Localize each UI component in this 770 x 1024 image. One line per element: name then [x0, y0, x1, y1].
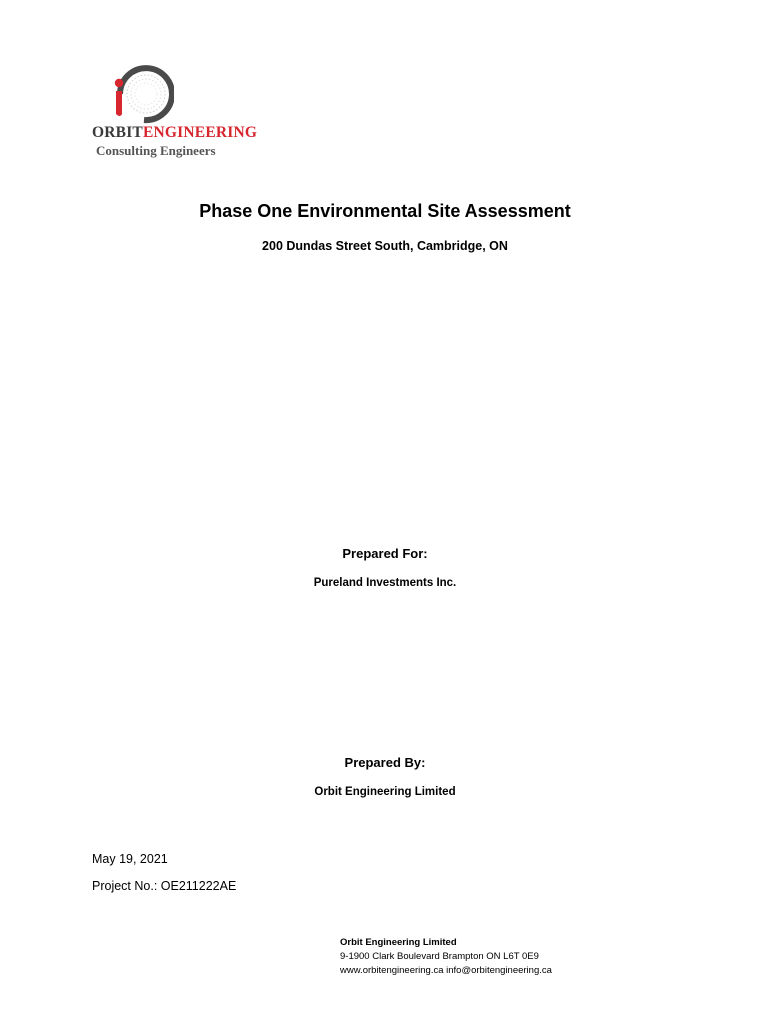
footer-company: Orbit Engineering Limited [340, 937, 457, 948]
logo-word-orbit: ORBIT [92, 124, 143, 141]
document-title: Phase One Environmental Site Assessment [199, 201, 571, 221]
logo-wordmark [92, 124, 257, 142]
site-address: 200 Dundas Street South, Cambridge, ON [262, 239, 508, 253]
footer-contact-block [340, 936, 552, 978]
prepared-for-label: Prepared For: [342, 546, 428, 561]
project-number: Project No.: OE211222AE [92, 879, 237, 893]
logo-word-engineering: ENGINEERING [142, 124, 258, 141]
report-date: May 19, 2021 [92, 852, 168, 866]
footer-address: 9-1900 Clark Boulevard Brampton ON L6T 0E9 [340, 951, 539, 962]
footer-contact: www.orbitengineering.ca info@orbitengineering.ca [340, 965, 552, 976]
logo-tagline: Consulting Engineers [96, 143, 216, 158]
prepared-by-label: Prepared By: [344, 755, 426, 770]
prepared-by-name: Orbit Engineering Limited [314, 786, 456, 798]
orbit-logo-icon [110, 64, 174, 124]
prepared-for-name: Pureland Investments Inc. [313, 577, 457, 589]
company-logo [92, 64, 262, 164]
